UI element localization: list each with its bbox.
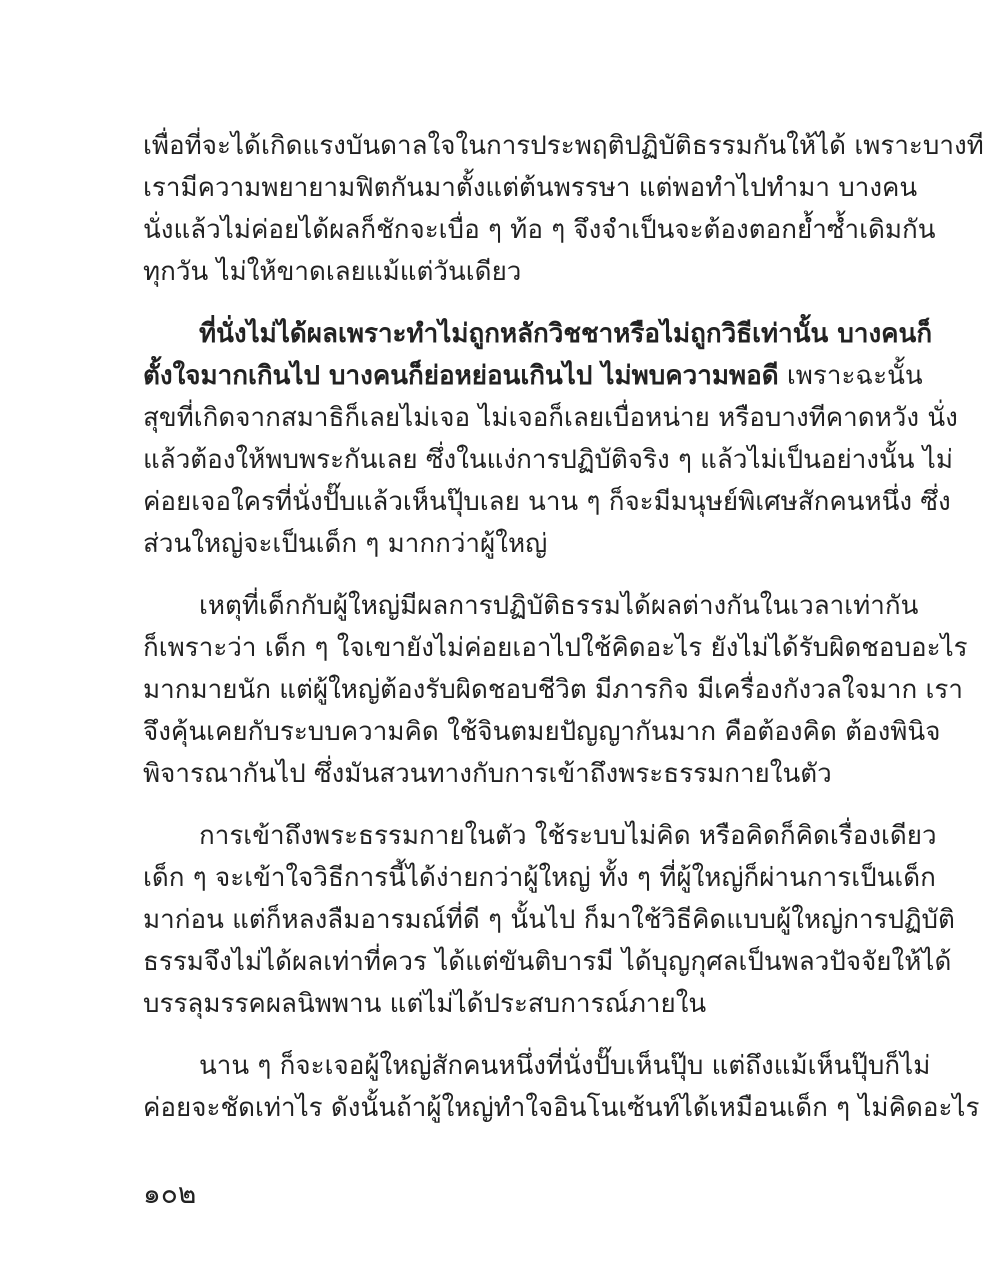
text-line: การเข้าถึงพระธรรมกายในตัว ใช้ระบบไม่คิด หรือคิดก็คิดเรื่องเดียว	[199, 821, 937, 851]
paragraph-4	[143, 815, 955, 1025]
text-line: ก็เพราะว่า เด็ก ๆ ใจเขายังไม่ค่อยเอาไปใช้คิดอะไร ยังไม่ได้รับผิดชอบอะไร	[143, 633, 968, 663]
text-line: นั่งแล้วไม่ค่อยได้ผลก็ชักจะเบื่อ ๆ ท้อ ๆ จึงจำเป็นจะต้องตอกย้ำซ้ำเดิมกัน	[143, 215, 936, 245]
paragraph-1	[143, 125, 984, 293]
text-line: แล้วต้องให้พบพระกันเลย ซึ่งในแง่การปฏิบัติจริง ๆ แล้วไม่เป็นอย่างนั้น ไม่	[143, 445, 954, 475]
page-body	[143, 125, 984, 1149]
paragraph-3	[143, 585, 968, 795]
text-line: ค่อยจะชัดเท่าไร ดังนั้นถ้าผู้ใหญ่ทำใจอินโนเซ้นท์ได้เหมือนเด็ก ๆ ไม่คิดอะไร	[143, 1093, 980, 1123]
text-line: สุขที่เกิดจากสมาธิก็เลยไม่เจอ ไม่เจอก็เลยเบื่อหน่าย หรือบางทีคาดหวัง นั่ง	[143, 403, 958, 433]
text-line: บรรลุมรรคผลนิพพาน แต่ไม่ได้ประสบการณ์ภายใน	[143, 989, 707, 1019]
text-line: ส่วนใหญ่จะเป็นเด็ก ๆ มากกว่าผู้ใหญ่	[143, 529, 548, 559]
bold-text: ที่นั่งไม่ได้ผลเพราะทำไม่ถูกหลักวิชชาหรือไม่ถูกวิธีเท่านั้น บางคนก็	[199, 319, 933, 349]
text-line	[143, 355, 923, 397]
plain-text: เพราะฉะนั้น	[778, 361, 923, 391]
text-line: เรามีความพยายามฟิตกันมาตั้งแต่ต้นพรรษา แต่พอทำไปทำมา บางคน	[143, 173, 918, 203]
text-line: ธรรมจึงไม่ได้ผลเท่าที่ควร ได้แต่ขันติบารมี ได้บุญกุศลเป็นพลวปัจจัยให้ได้	[143, 947, 952, 977]
text-line: เด็ก ๆ จะเข้าใจวิธีการนี้ได้ง่ายกว่าผู้ใหญ่ ทั้ง ๆ ที่ผู้ใหญ่ก็ผ่านการเป็นเด็ก	[143, 863, 936, 893]
page-number: ๑๐๒	[143, 1177, 197, 1210]
bold-text: ตั้งใจมากเกินไป บางคนก็ย่อหย่อนเกินไป ไม่พบความพอดี	[143, 361, 779, 391]
paragraph-2	[143, 313, 958, 565]
text-line: ค่อยเจอใครที่นั่งปั๊บแล้วเห็นปุ๊บเลย นาน ๆ ก็จะมีมนุษย์พิเศษสักคนหนึ่ง ซึ่ง	[143, 487, 951, 517]
text-line: พิจารณากันไป ซึ่งมันสวนทางกับการเข้าถึงพระธรรมกายในตัว	[143, 759, 832, 789]
text-line: เหตุที่เด็กกับผู้ใหญ่มีผลการปฏิบัติธรรมได้ผลต่างกันในเวลาเท่ากัน	[199, 591, 919, 621]
text-line: ทุกวัน ไม่ให้ขาดเลยแม้แต่วันเดียว	[143, 257, 522, 287]
text-line: มากมายนัก แต่ผู้ใหญ่ต้องรับผิดชอบชีวิต มีภารกิจ มีเครื่องกังวลใจมาก เรา	[143, 675, 963, 705]
text-line: เพื่อที่จะได้เกิดแรงบันดาลใจในการประพฤติปฏิบัติธรรมกันให้ได้ เพราะบางที	[143, 131, 984, 161]
text-line: มาก่อน แต่ก็หลงลืมอารมณ์ที่ดี ๆ นั้นไป ก็มาใช้วิธีคิดแบบผู้ใหญ่การปฏิบัติ	[143, 905, 955, 935]
paragraph-5	[143, 1045, 980, 1129]
text-line	[143, 313, 933, 355]
text-line: จึงคุ้นเคยกับระบบความคิด ใช้จินตมยปัญญากันมาก คือต้องคิด ต้องพินิจ	[143, 717, 941, 747]
text-line: นาน ๆ ก็จะเจอผู้ใหญ่สักคนหนึ่งที่นั่งปั๊บเห็นปุ๊บ แต่ถึงแม้เห็นปุ๊บก็ไม่	[199, 1051, 931, 1081]
